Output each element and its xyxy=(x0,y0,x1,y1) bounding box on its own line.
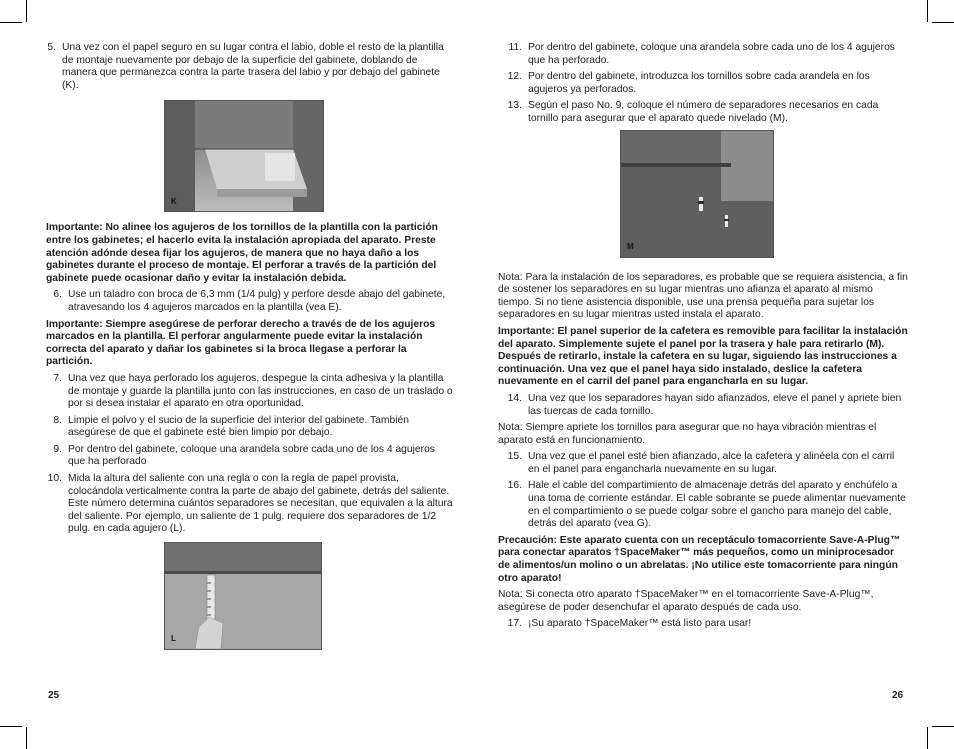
step-13: 13. Según el paso No. 9, coloque el número de separadores necesarios en cada tornillo para asegurar que el aparato quede nivelado (M). xyxy=(507,100,879,124)
step-11: 11. Por dentro del gabinete, coloque una arandela sobre cada uno de los 4 agujeros que ha perforado. xyxy=(508,42,895,66)
step-9: 9. Por dentro del gabinete, coloque una arandela sobre cada uno de los 4 agujeros que ha perforado xyxy=(53,443,435,468)
crop-mark xyxy=(0,22,22,23)
left-page xyxy=(46,42,454,650)
page-number-right: 26 xyxy=(892,690,904,701)
caution-note: Precaución: Este aparato cuenta con un receptáculo tomacorriente Save-A-Plug™ para conectar aparatos †SpaceMaker™ más pequeños, como un miniprocesador de alimentos/un molino o un abrelatas. ¡No utilice este tomacorriente para ningún otro aparato! xyxy=(498,534,901,584)
cabinet-template-illustration xyxy=(165,101,323,211)
step-14: 14. Una vez que los separadores hayan sido afianzados, eleve el panel y apriete bien las tuercas de cada tornillo. xyxy=(507,392,902,417)
step-16: 16. Hale el cable del compartimiento de almacenaje detrás del aparato y enchúfelo a una toma de corriente estándar. El cable sobrante se puede alimentar nuevamente en el compartimiento o se puede colgar sobre el gancho para manejo del cable, detrás del aparato (vea G). xyxy=(507,480,906,530)
note-2: Nota: Siempre apriete los tornillos para asegurar que no haya vibración mientras el aparato está en funcionamiento. xyxy=(498,422,877,446)
spacer-install-illustration xyxy=(621,131,773,257)
step-5: 5. Una vez con el papel seguro en su lugar contra el labio, doble el resto de la plantilla de montaje nuevamente por debajo de la superficie del gabinete, doblando de manera que permanezca contra la parte trasera del labio y por debajo del gabinete (K). xyxy=(47,42,444,91)
crop-mark xyxy=(927,727,928,749)
step-10: 10. Mida la altura del saliente con una regla o con la regla de papel provista, colocándola verticalmente contra la parte de abajo del gabinete, detrás del saliente. Este número determina cuántos separadores se necesitan, que equivalen a la altura del saliente. Por ejemplo, un saliente de 1 pulg. requiere dos separadores de 1/2 pulg. en cada agujero (L). xyxy=(47,473,453,535)
crop-mark xyxy=(932,726,954,727)
step-12: 12. Por dentro del gabinete, introduzca los tornillos sobre cada arandela en los agujeros ya perforados. xyxy=(507,71,870,95)
figure-k: K xyxy=(164,100,324,212)
crop-mark xyxy=(927,0,928,22)
step-17: 17. ¡Su aparato †SpaceMaker™ está listo para usar! xyxy=(507,618,752,630)
step-15: 15. Una vez que el panel esté bien afianzado, alce la cafetera y alinéela con el carril en el panel para engancharla nuevamente en su lugar. xyxy=(507,451,895,475)
important-note-2: Importante: Siempre asegúrese de perforar derecho a través de de los agujeros marcados en la plantilla. El perforar angularmente puede evitar la instalación correcta del aparato y dañar los gabinetes si la broca llegase a perforar la partición. xyxy=(46,318,436,368)
ruler-measure-illustration xyxy=(165,543,321,649)
crop-mark xyxy=(26,727,27,749)
figure-m: M xyxy=(620,130,774,258)
page-number-left: 25 xyxy=(48,690,60,701)
step-6: 6. Use un taladro con broca de 6,3 mm (1/4 pulg) y perfore desde abajo del gabinete, atravesando los 4 agujeros marcados en la plantilla (vea E). xyxy=(53,289,446,313)
crop-mark xyxy=(26,0,27,22)
figure-l: L xyxy=(164,542,322,650)
step-8: 8. Limpie el polvo y el sucio de la superficie del interior del gabinete. También asegúrese de que el gabinete esté bien limpio por debajo. xyxy=(53,414,409,439)
important-note-1: Importante: No alinee los agujeros de los tornillos de la plantilla con la partición entre los gabinetes; el hacerlo evita la instalación apropiada del aparato. Preste atención adónde desea fijar los agujeros, de manera que no haya daño a los gabinetes durante el proceso de montaje. El perforar a través de la partición del gabinete puede ocasionar daño y evitar la instalación debida. xyxy=(46,222,438,284)
note-1: Nota: Para la instalación de los separadores, es probable que se requiera asistencia, a fin de sostener los separadores en su lugar mientras uno afianza el aparato al mismo tiempo. Si no tiene asistencia disponible, use una prensa pequeña para sujetar los separadores en su lugar mientras usted instala el aparato. xyxy=(498,271,908,321)
note-3: Nota: Si conecta otro aparato †SpaceMaker™ en el tomacorriente Save-A-Plug™, asegúrese de poder desenchufar el aparato después de cada uso. xyxy=(498,589,874,613)
crop-mark xyxy=(0,726,22,727)
right-page xyxy=(498,42,908,635)
important-note-3: Importante: El panel superior de la cafetera es removible para facilitar la instalación del aparato. Simplemente sujete el panel por la trasera y hale para retirarlo (M). Después de retirarlo, instale la cafetera en su lugar, siguiendo las instrucciones a continuación. Una vez que el panel haya sido instalado, deslice la cafetera nuevamente en el carril del panel para engancharla en su lugar. xyxy=(498,325,908,388)
crop-mark xyxy=(932,22,954,23)
step-7: 7. Una vez que haya perforado los agujeros, despegue la cinta adhesiva y la plantilla de montaje y guarde la plantilla junto con las instrucciones, en caso de un traslado o por si desea instalar el aparato en otra oportunidad. xyxy=(53,372,453,410)
